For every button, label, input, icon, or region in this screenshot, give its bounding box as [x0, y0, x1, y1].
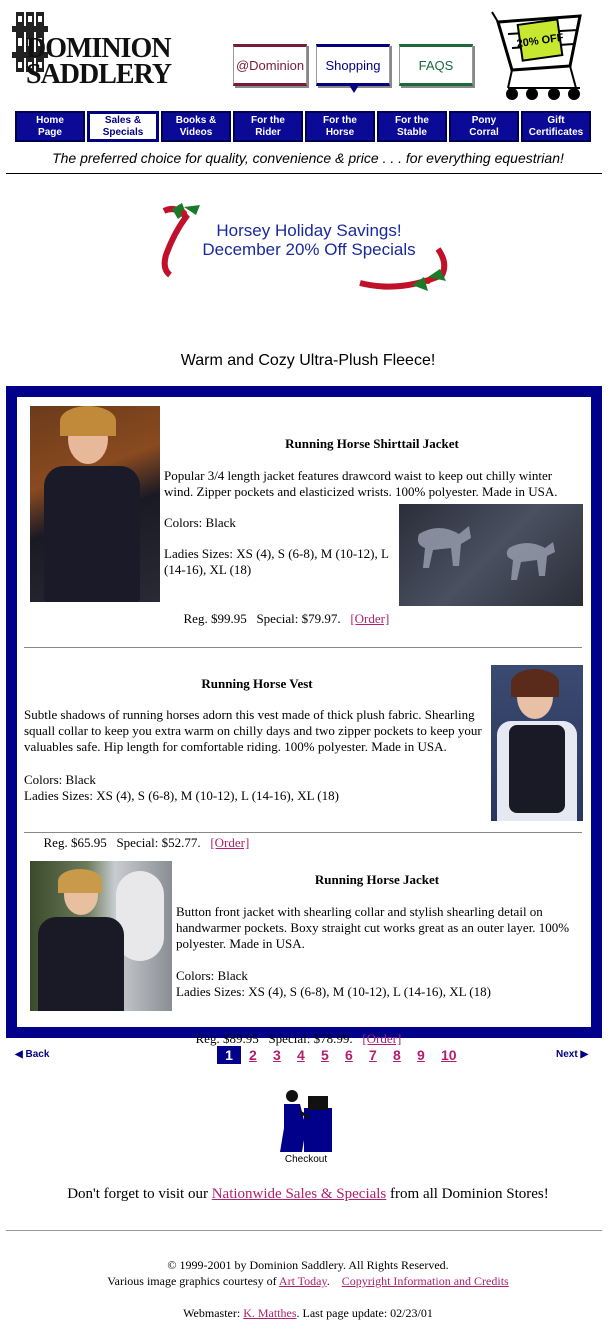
shopping-cart-icon[interactable] [490, 8, 590, 103]
webmaster-link[interactable]: K. Matthes [243, 1306, 297, 1320]
nav-for-the-horse[interactable]: For the Horse [305, 111, 375, 142]
product-name-vest: Running Horse Vest [201, 676, 313, 691]
visit-nationwide [0, 1186, 616, 1203]
art-today-link[interactable]: Art Today [278, 1274, 327, 1288]
page-6[interactable]: 6 [345, 1047, 353, 1063]
header-divider [6, 173, 602, 174]
product-colors-vest: Colors: Black [24, 772, 96, 787]
product-price-line-vest [24, 819, 324, 867]
logo-line2: SADDLERY [26, 59, 172, 90]
checkout-label: Checkout [284, 1154, 328, 1165]
webmaster-prefix: Webmaster: [183, 1306, 244, 1320]
nationwide-sales-link[interactable]: Nationwide Sales & Specials [211, 1186, 387, 1202]
page-8[interactable]: 8 [393, 1047, 401, 1063]
nav-books-videos[interactable]: Books & Videos [161, 111, 231, 142]
checkout-button[interactable] [278, 1088, 334, 1168]
vest-model-photo [491, 665, 583, 821]
nav-sales-specials[interactable]: Sales & Specials [87, 111, 159, 142]
nav-home-page[interactable]: Home Page [15, 111, 85, 142]
products-panel [17, 397, 591, 1046]
next-label: Next [556, 1049, 578, 1060]
product-colors-shirttail-jacket: Colors: Black [164, 515, 236, 530]
product-sizes-running-horse-jacket: Ladies Sizes: XS (4), S (6-8), M (10-12), L (14-16), XL (18) [176, 984, 491, 999]
visit-prefix: Don't forget to visit our [67, 1186, 212, 1202]
last-update: . Last page update: 02/23/01 [296, 1306, 433, 1320]
product-divider [24, 647, 582, 648]
holiday-banner [160, 203, 450, 295]
page-5[interactable]: 5 [321, 1047, 329, 1063]
page-2[interactable]: 2 [249, 1047, 257, 1063]
page-7[interactable]: 7 [369, 1047, 377, 1063]
products-frame [6, 386, 602, 1046]
copyright-credits-link[interactable]: Copyright Information and Credits [341, 1274, 509, 1288]
next-arrow-icon: ▶ [580, 1049, 589, 1060]
page-9[interactable]: 9 [417, 1047, 425, 1063]
product-price-running-horse-jacket: Reg. $89.95 Special: $78.99. [195, 1031, 353, 1046]
product-sizes-shirttail-jacket: Ladies Sizes: XS (4), S (6-8), M (10-12), L (14-16), XL (18) [164, 546, 389, 577]
graphics-credits-line: Various image graphics courtesy of Art Today. Copyright Information and Credits [107, 1274, 509, 1288]
copyright: © 1999-2001 by Dominion Saddlery. All Rights Reserved. [167, 1258, 449, 1272]
nav-for-the-stable[interactable]: For the Stable [377, 111, 447, 142]
order-link-running-horse-jacket[interactable]: [Order] [362, 1031, 402, 1046]
page-1: 1 [217, 1046, 241, 1064]
section-title: Warm and Cozy Ultra-Plush Fleece! [180, 352, 436, 369]
main-nav [15, 111, 591, 142]
logo-line1: DOMINION [26, 33, 171, 64]
horse-fabric-closeup-photo [399, 504, 583, 606]
back-arrow-icon: ◀ [15, 1049, 23, 1060]
tab-shopping[interactable]: Shopping [316, 44, 390, 86]
dominion-saddlery-logo[interactable] [12, 10, 212, 90]
visit-suffix: from all Dominion Stores! [386, 1186, 549, 1202]
back-link[interactable] [15, 1049, 49, 1060]
product-sizes-vest: Ladies Sizes: XS (4), S (6-8), M (10-12), L (14-16), XL (18) [24, 788, 339, 803]
product-colors-running-horse-jacket: Colors: Black [176, 968, 248, 983]
shirttail-jacket-photo [30, 406, 160, 602]
page-3[interactable]: 3 [273, 1047, 281, 1063]
product-price-shirttail-jacket: Reg. $99.95 Special: $79.97. [183, 611, 341, 626]
product-price-vest: Reg. $65.95 Special: $52.77. [43, 835, 201, 850]
order-link-vest[interactable]: [Order] [210, 835, 250, 850]
tab-dominion[interactable]: @Dominion [233, 44, 307, 86]
product-desc-running-horse-jacket: Button front jacket with shearling collar and stylish shearling detail on handwarmer pockets. Boxy straight cut works great as an outer layer. 100% polyester. Made in USA. [176, 904, 570, 951]
product-divider [24, 832, 582, 833]
tab-faqs[interactable]: FAQS [399, 44, 473, 86]
product-desc-shirttail-jacket: Popular 3/4 length jacket features drawcord waist to keep out chilly winter wind. Zipper pockets and elasticized wrists. 100% polyester. Made in USA. [164, 468, 558, 499]
back-label: Back [25, 1049, 50, 1060]
product-name-running-horse-jacket: Running Horse Jacket [314, 872, 440, 887]
checkout-cashier-icon [278, 1088, 334, 1154]
page-4[interactable]: 4 [297, 1047, 305, 1063]
webmaster-line [0, 1306, 616, 1321]
nav-for-the-rider[interactable]: For the Rider [233, 111, 303, 142]
banner-line2: December 20% Off Specials [202, 240, 416, 259]
next-link[interactable] [556, 1049, 588, 1060]
product-name-shirttail-jacket: Running Horse Shirttail Jacket [285, 436, 459, 451]
page-10[interactable]: 10 [441, 1047, 457, 1063]
tagline: The preferred choice for quality, convenience & price . . . for everything equestrian! [52, 150, 564, 166]
order-link-shirttail-jacket[interactable]: [Order] [350, 611, 390, 626]
graphics-prefix: Various image graphics courtesy of [107, 1274, 279, 1288]
footer-divider [6, 1230, 602, 1231]
product-desc-vest: Subtle shadows of running horses adorn this vest made of thick plush fabric. Shearling squall collar to keep you extra warm on chilly days and two zipper pockets to keep your valuables safe. Hip length for comfortable riding. 100% polyester. Made in USA. [24, 707, 482, 754]
cart-badge-text: 20% OFF [515, 31, 565, 51]
nav-gift-certificates[interactable]: Gift Certificates [521, 111, 591, 142]
nav-pony-corral[interactable]: Pony Corral [449, 111, 519, 142]
running-horse-jacket-photo [30, 861, 172, 1011]
current-tab-indicator-icon [349, 85, 359, 93]
product-price-line-shirttail-jacket [164, 595, 404, 643]
banner-line1: Horsey Holiday Savings! [216, 221, 402, 240]
